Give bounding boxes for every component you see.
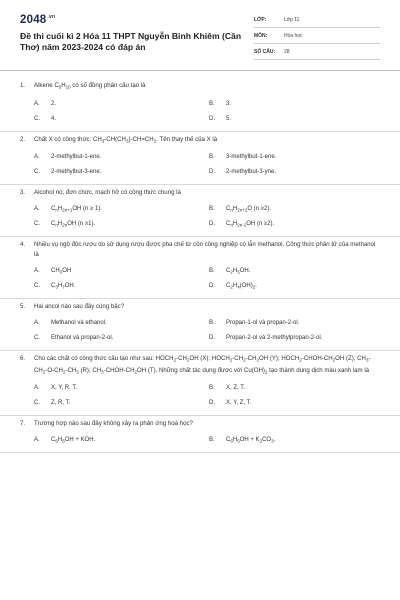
answer-option[interactable] [209, 264, 384, 279]
option-letter: D. [209, 335, 215, 341]
answer-option[interactable] [34, 97, 209, 112]
answer-option[interactable] [209, 150, 384, 165]
question-7 [0, 416, 400, 453]
answer-option[interactable] [209, 331, 384, 346]
question-number: 3. [20, 189, 26, 196]
question-number: 7. [20, 420, 26, 427]
option-text: $C_6H_5OH$ + KOH. [51, 436, 96, 444]
option-text: 4. [51, 115, 57, 122]
answer-option[interactable] [209, 97, 384, 112]
option-text: 2. [51, 100, 57, 107]
option-text: Methanol và ethanol. [51, 320, 107, 326]
option-letter: D. [209, 400, 215, 406]
question-stem [20, 135, 380, 147]
question-stem [20, 188, 380, 198]
option-text: $C_nH_{2n+1}OH$ (n ≥ 1). [51, 205, 102, 213]
answer-option[interactable] [34, 150, 209, 165]
page-header [0, 0, 400, 68]
option-letter: A. [34, 268, 40, 274]
question-number: 2. [20, 135, 26, 143]
question-text: Hai ancol nào sau đây cùng bậc? [34, 303, 125, 310]
question-text: Trường hợp nào sau đây không xảy ra phản ứng hoá học? [34, 420, 193, 427]
option-letter: B. [209, 100, 215, 107]
answer-options [20, 97, 380, 127]
option-letter: D. [209, 283, 215, 289]
option-letter: A. [34, 154, 40, 160]
option-letter: B. [209, 206, 215, 212]
meta-label: SỐ CÂU: [254, 48, 276, 55]
answer-option[interactable] [209, 217, 384, 232]
meta-row-class [254, 12, 380, 28]
answer-option[interactable] [34, 396, 209, 411]
option-letter: C. [34, 115, 40, 122]
option-letter: C. [34, 221, 40, 227]
question-2 [0, 132, 400, 186]
question-text: Chất X có công thức: $CH_3-CH(CH_3)-CH=CH_2$. Tên thay thế của X là [34, 135, 218, 143]
meta-label: LỚP: [254, 16, 267, 23]
option-text: $C_nH_{2n+2}O$ (n ≥2). [226, 205, 271, 213]
question-number: 4. [20, 241, 26, 248]
option-text: X, Y, Z, T. [226, 400, 252, 406]
answer-option[interactable] [209, 165, 384, 180]
answer-option[interactable] [34, 279, 209, 294]
option-letter: B. [209, 320, 215, 326]
option-letter: A. [34, 206, 40, 212]
option-text: $C_2H_4(OH)_2$. [226, 282, 257, 290]
question-stem [20, 81, 380, 93]
answer-options [20, 202, 380, 232]
option-letter: C. [34, 283, 40, 289]
question-text: Nhiều vụ ngộ độc rượu do sử dụng rượu được pha chế từ cồn công nghiệp có lẫn methanol. Công thức phân tử của methanol là [34, 241, 376, 258]
answer-option[interactable] [34, 217, 209, 232]
answer-option[interactable] [209, 316, 384, 331]
option-letter: A. [34, 320, 40, 326]
option-letter: A. [34, 100, 40, 107]
question-text: Alkene $C_5H_{10}$ có số đồng phân cấu tạo là [34, 82, 146, 90]
option-text: $C_nH_{2n-1}OH$ (n ≥2). [226, 220, 275, 228]
option-text: 3. [226, 100, 232, 107]
meta-value: Lớp 11 [284, 16, 300, 23]
meta-row-question-count [254, 44, 380, 60]
answer-option[interactable] [34, 433, 209, 448]
option-letter: B. [209, 385, 215, 391]
meta-value: Hóa học [284, 32, 303, 39]
question-stem [20, 419, 380, 429]
site-logo[interactable]: $2048^{.vn}$ [20, 14, 56, 26]
answer-option[interactable] [34, 264, 209, 279]
question-number: 6. [20, 355, 26, 362]
answer-option[interactable] [209, 396, 384, 411]
question-5 [0, 299, 400, 351]
option-letter: B. [209, 154, 215, 160]
option-letter: A. [34, 385, 40, 391]
question-text: Alcohol no, đơn chức, mạch hở có công thức chung là [34, 189, 181, 196]
answer-option[interactable] [34, 381, 209, 396]
option-letter: D. [209, 115, 215, 122]
option-text: Propan-2-ol và 2-methylpropan-2-ol. [226, 335, 323, 341]
meta-label: MÔN: [254, 32, 268, 39]
question-6 [0, 351, 400, 416]
option-text: X, Y, R, T. [51, 385, 78, 391]
option-text: 3-methylbut-1-ene. [226, 154, 277, 160]
exam-meta [254, 12, 380, 60]
answer-option[interactable] [34, 331, 209, 346]
exam-title: Đề thi cuối kì 2 Hóa 11 THPT Nguyễn Bỉnh Khiêm (Cần Thơ) năm 2023-2024 có đáp án [20, 31, 242, 52]
option-letter: D. [209, 169, 215, 175]
option-text: 2-methylbut-3-ene. [51, 169, 102, 175]
answer-options [20, 150, 380, 180]
option-text: 2-methylbut-3-yne. [226, 169, 277, 175]
option-text: $C_2H_5OH$. [226, 267, 251, 275]
option-letter: A. [34, 437, 40, 443]
answer-option[interactable] [209, 112, 384, 127]
question-stem [20, 302, 380, 312]
question-1 [0, 78, 400, 132]
question-text: Cho các chất có công thức cấu tạo như sau: $HOCH_2-CH_2OH$ (X); $HOCH_2-CH_2-CH_2OH$ (Y); $HOCH_2-CHOH-CH_2OH$ (Z); $CH_3-CH_2-O-CH_2-CH_3$ (R); $CH_3-CHOH-CH_2OH$ (T). Những chất tác dụng được với $Cu(OH)_2$ tạo thành dung dịch màu xanh lam là [34, 355, 371, 374]
option-text: 5. [226, 115, 232, 122]
question-stem [20, 354, 380, 377]
answer-option[interactable] [209, 433, 384, 448]
option-letter: C. [34, 169, 40, 175]
answer-option[interactable] [209, 279, 384, 294]
answer-option[interactable] [34, 316, 209, 331]
option-text: Z, R, T. [51, 400, 71, 406]
meta-row-subject [254, 28, 380, 44]
answer-options [20, 316, 380, 346]
answer-option[interactable] [34, 112, 209, 127]
option-text: Ethanol và propan-2-ol. [51, 335, 114, 341]
meta-value: 28 [284, 48, 290, 55]
question-number: 1. [20, 82, 26, 89]
question-3 [0, 185, 400, 237]
question-number: 5. [20, 303, 26, 310]
option-letter: C. [34, 400, 40, 406]
header-divider [0, 70, 400, 71]
answer-options [20, 264, 380, 294]
option-text: $C_3H_7OH$. [51, 282, 76, 290]
answer-option[interactable] [34, 202, 209, 217]
option-letter: B. [209, 268, 215, 274]
option-text: Propan-1-ol và propan-2-ol. [226, 320, 300, 326]
answer-option[interactable] [209, 202, 384, 217]
answer-option[interactable] [34, 165, 209, 180]
answer-options [20, 381, 380, 411]
option-text: X, Z, T. [226, 385, 245, 391]
option-letter: B. [209, 437, 215, 443]
question-4 [0, 237, 400, 299]
option-text: 2-methylbut-1-ene. [51, 154, 102, 160]
question-stem [20, 240, 380, 260]
option-letter: C. [34, 335, 40, 341]
answer-option[interactable] [209, 381, 384, 396]
option-text: $C_6H_5OH + K_2CO_3$. [226, 436, 276, 444]
option-letter: D. [209, 221, 215, 227]
question-list [0, 78, 400, 453]
option-text: $CH_3OH$ [51, 267, 72, 275]
option-text: $C_nH_{2n}OH$ (n ≥1). [51, 220, 96, 228]
answer-options [20, 433, 380, 448]
